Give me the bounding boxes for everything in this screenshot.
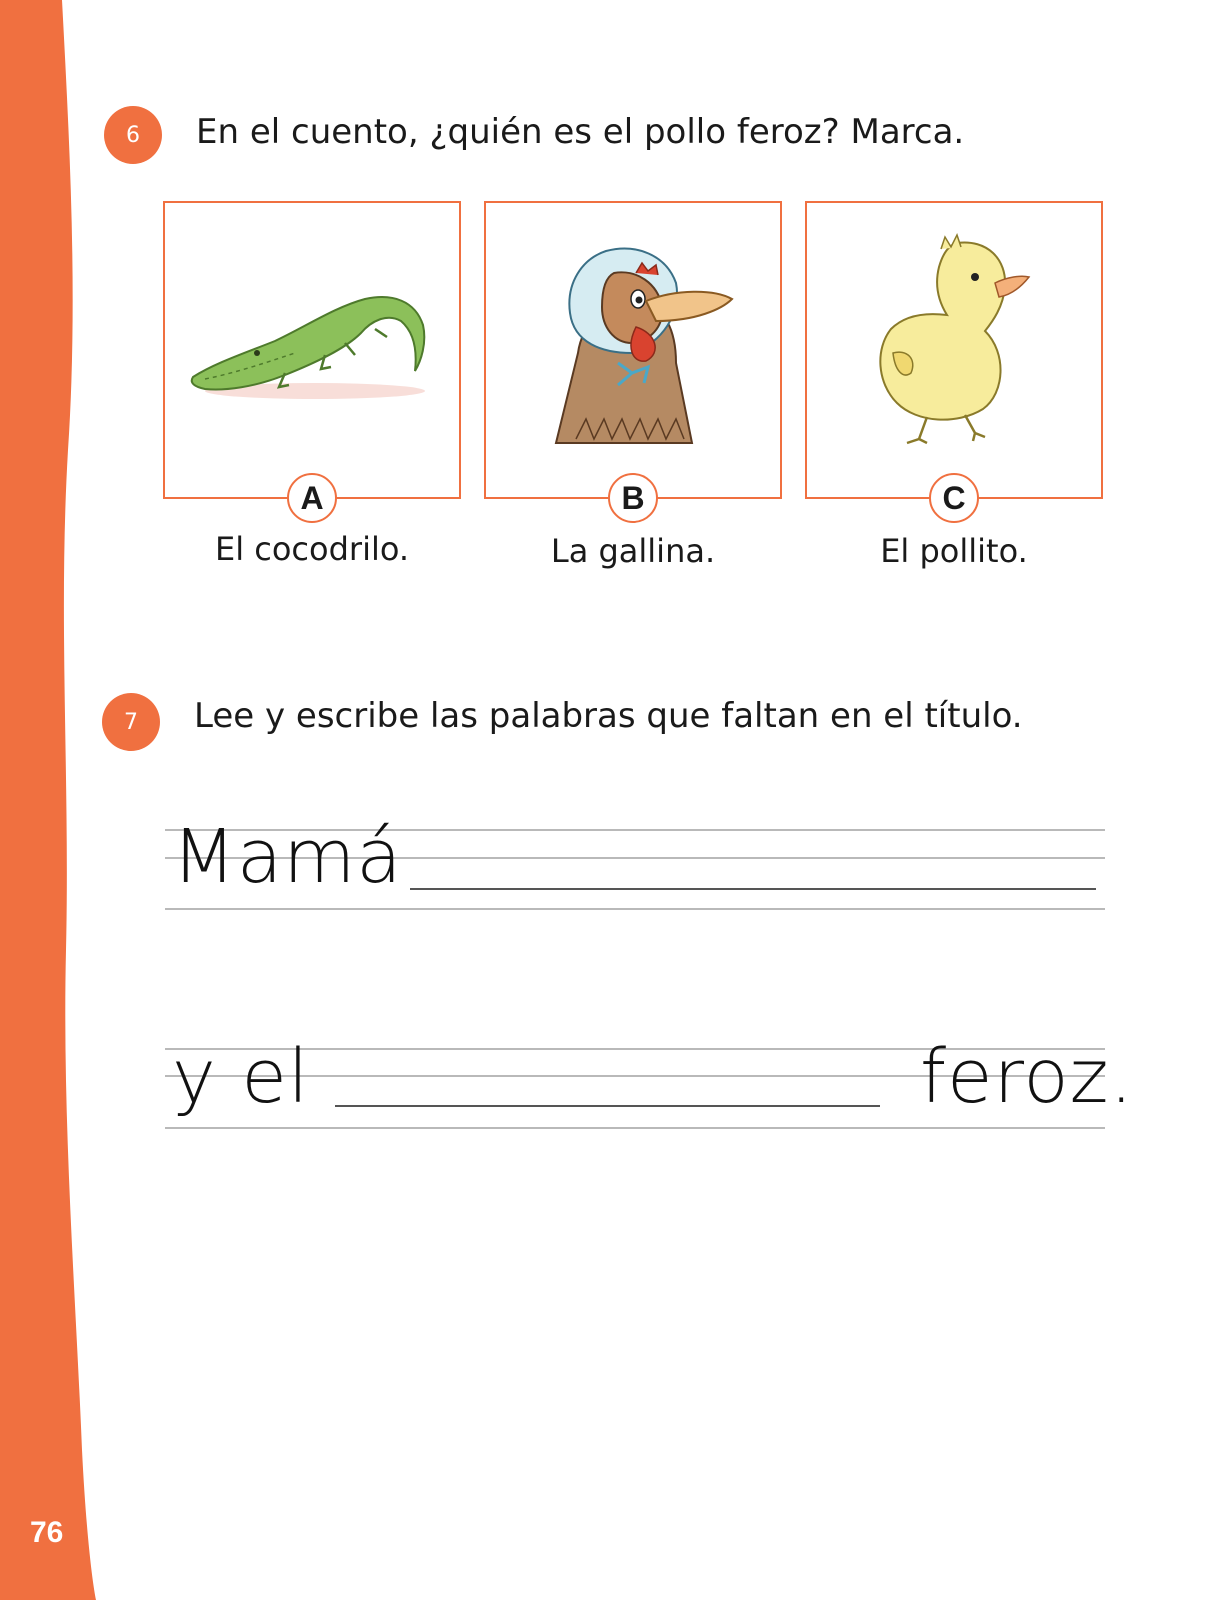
question-6-prompt: En el cuento, ¿quién es el pollo feroz? Marca. (196, 112, 965, 152)
option-b-box[interactable] (484, 201, 782, 516)
question-7-badge: 7 (102, 693, 160, 751)
title-word-feroz: feroz. (920, 1034, 1135, 1120)
crocodile-illustration (165, 203, 461, 499)
guide-line-bottom-2 (165, 1127, 1105, 1129)
title-word-mama: Mamá (172, 814, 403, 900)
option-a-caption: El cocodrilo. (214, 530, 410, 568)
hen-illustration (486, 203, 782, 499)
title-words-y-el: y el (172, 1034, 310, 1120)
answer-blank-1[interactable] (410, 888, 1096, 890)
option-c-letter: C (929, 473, 979, 523)
guide-line-bottom-1 (165, 908, 1105, 910)
option-b-letter: B (608, 473, 658, 523)
question-7-prompt: Lee y escribe las palabras que faltan en el título. (194, 696, 1023, 736)
option-b-caption: La gallina. (550, 532, 716, 570)
side-band (0, 0, 110, 1600)
option-c-caption: El pollito. (880, 532, 1028, 570)
option-a-letter: A (287, 473, 337, 523)
answer-blank-2[interactable] (335, 1105, 880, 1107)
chick-illustration (807, 203, 1103, 499)
question-6-badge: 6 (104, 106, 162, 164)
option-a-box[interactable] (163, 201, 461, 516)
page-number: 76 (30, 1516, 64, 1549)
option-c-box[interactable] (805, 201, 1103, 516)
